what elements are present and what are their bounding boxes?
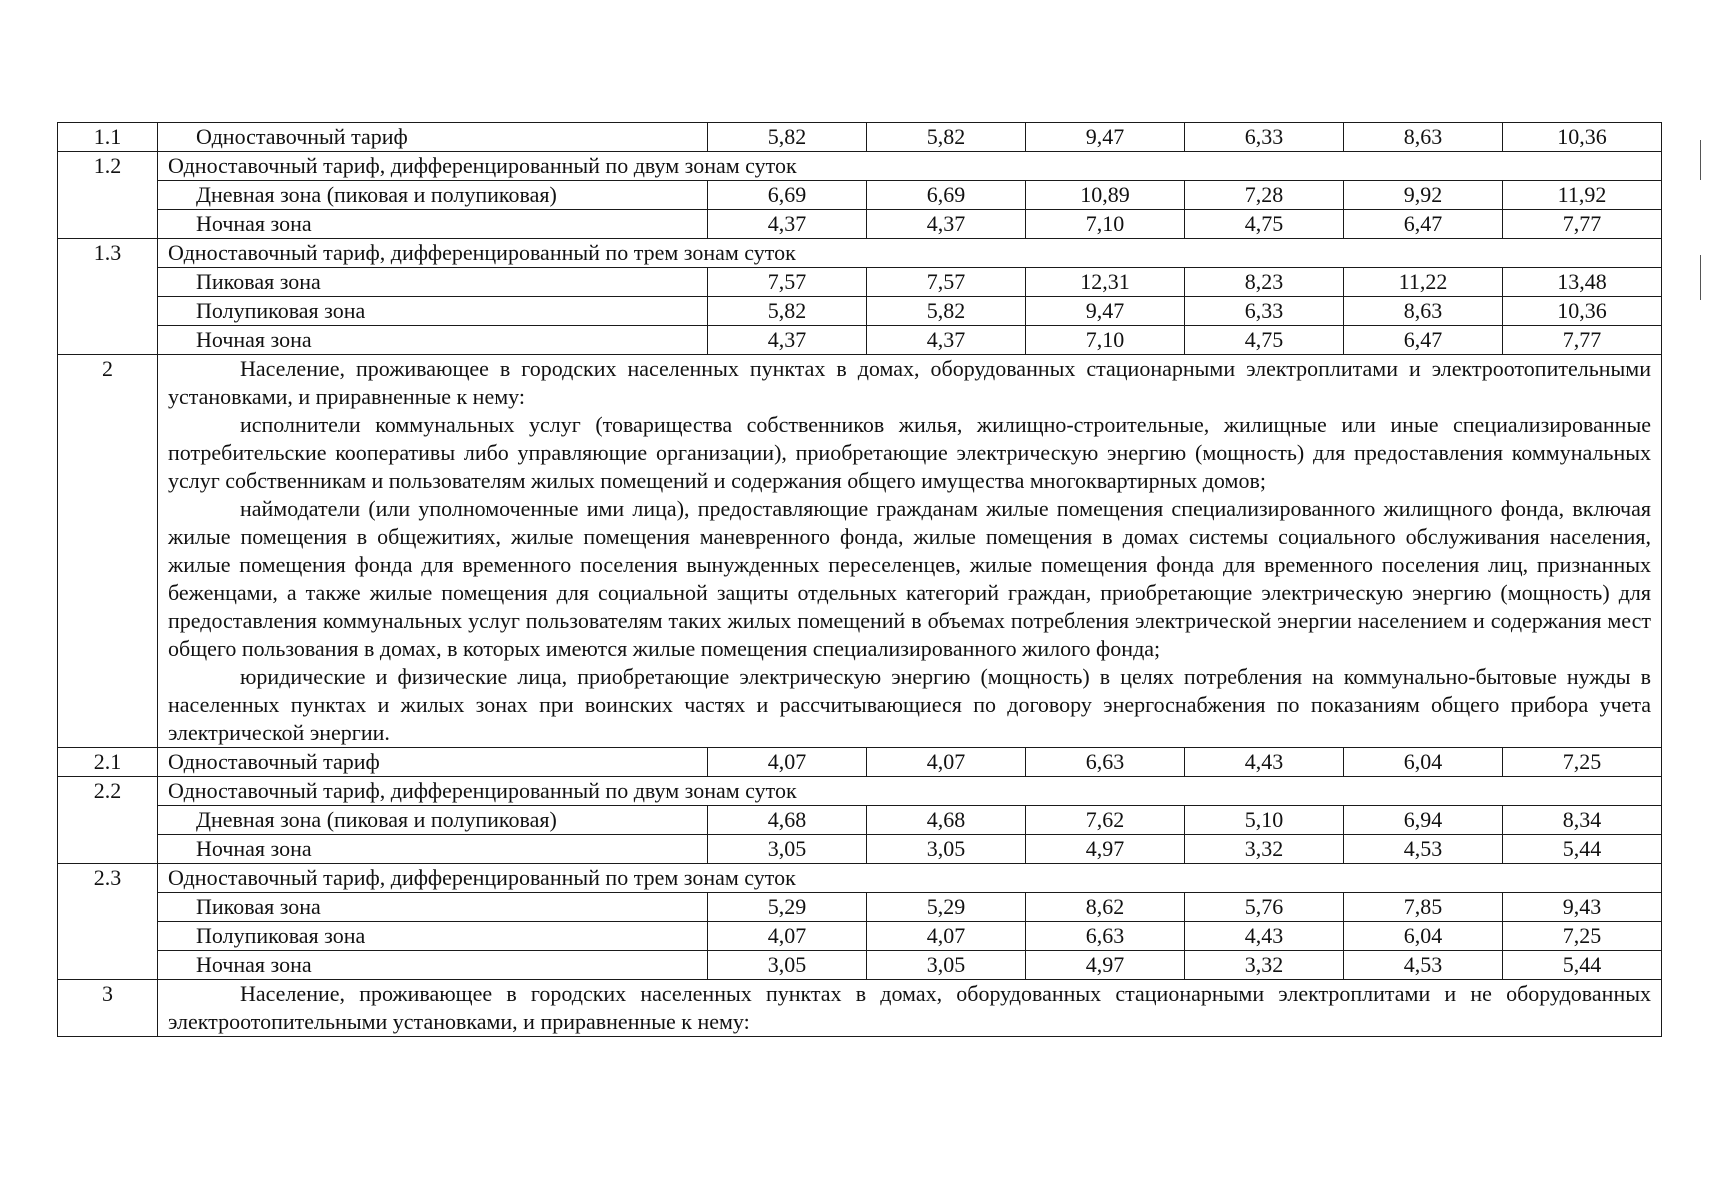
row-label: Полупиковая зона: [158, 922, 708, 951]
table-row: [58, 835, 1662, 864]
tariff-value: 8,62: [1026, 893, 1185, 922]
tariff-value: 5,82: [708, 123, 867, 152]
tariff-value: 5,44: [1503, 951, 1662, 980]
tariff-value: 5,29: [867, 893, 1026, 922]
tariff-value: 9,47: [1026, 297, 1185, 326]
tariff-value: 6,33: [1185, 123, 1344, 152]
tariff-value: 7,77: [1503, 326, 1662, 355]
tariff-value: 6,04: [1344, 748, 1503, 777]
table-row: [58, 951, 1662, 980]
category-description: [158, 355, 1662, 748]
tariff-value: 5,82: [708, 297, 867, 326]
tariff-value: 5,82: [867, 123, 1026, 152]
table-row: [58, 268, 1662, 297]
row-label: Пиковая зона: [158, 268, 708, 297]
table-row: [58, 980, 1662, 1037]
tariff-value: 4,43: [1185, 748, 1344, 777]
row-label: Ночная зона: [158, 326, 708, 355]
tariff-value: 4,37: [708, 210, 867, 239]
tariff-value: 4,75: [1185, 326, 1344, 355]
tariff-value: 8,23: [1185, 268, 1344, 297]
tariff-value: 9,43: [1503, 893, 1662, 922]
tariff-value: 4,37: [708, 326, 867, 355]
tariff-value: 7,25: [1503, 748, 1662, 777]
tariff-value: 5,29: [708, 893, 867, 922]
tariff-value: 6,63: [1026, 748, 1185, 777]
tariff-value: 7,25: [1503, 922, 1662, 951]
row-label: Полупиковая зона: [158, 297, 708, 326]
table-row: [58, 893, 1662, 922]
tariff-value: 8,63: [1344, 123, 1503, 152]
row-label: Пиковая зона: [158, 893, 708, 922]
paragraph: наймодатели (или уполномоченные ими лица), предоставляющие гражданам жилые помещения специализированного жилищного фонда, включая жилые помещения в общежитиях, жилые помещения маневренного фонда, жилые помещения в домах системы социального обслуживания населения, жилые помещения фонда для временного поселения вынужденных переселенцев, жилые помещения фонда для временного поселения лиц, признанных беженцами, а также жилые помещения для социальной защиты отдельных категорий граждан, приобретающие электрическую энергию (мощность) для предоставления коммунальных услуг пользователям таких жилых помещений в объемах потребления электрической энергии населением и содержания мест общего пользования в домах, в которых имеются жилые помещения специализированного жилого фонда;: [168, 496, 1651, 661]
tariff-value: 7,57: [867, 268, 1026, 297]
tariff-value: 4,07: [867, 922, 1026, 951]
tariff-value: 4,07: [708, 748, 867, 777]
tariff-value: 9,47: [1026, 123, 1185, 152]
tariff-value: 7,57: [708, 268, 867, 297]
tariff-value: 11,92: [1503, 181, 1662, 210]
tariff-value: 3,05: [708, 951, 867, 980]
table-row: [58, 123, 1662, 152]
row-number: 1.3: [58, 239, 158, 355]
row-label: Дневная зона (пиковая и полупиковая): [158, 806, 708, 835]
tariff-value: 4,53: [1344, 951, 1503, 980]
tariff-value: 3,05: [708, 835, 867, 864]
tariff-value: 6,04: [1344, 922, 1503, 951]
paragraph: исполнители коммунальных услуг (товарищества собственников жилья, жилищно-строительные, жилищные или иные специализированные потребительские кооперативы либо управляющие организации), приобретающие электрическую энергию (мощность) для предоставления коммунальных услуг собственникам и пользователям жилых помещений и содержания общего имущества многоквартирных домов;: [168, 412, 1651, 493]
row-number: 2: [58, 355, 158, 748]
tariff-value: 6,69: [708, 181, 867, 210]
tariff-value: 6,69: [867, 181, 1026, 210]
tariff-value: 5,10: [1185, 806, 1344, 835]
tariff-value: 4,07: [708, 922, 867, 951]
row-label: Ночная зона: [158, 835, 708, 864]
tariff-value: 7,28: [1185, 181, 1344, 210]
tariff-value: 6,47: [1344, 210, 1503, 239]
tariff-value: 9,92: [1344, 181, 1503, 210]
scan-mark: [1700, 140, 1701, 180]
tariff-value: 4,97: [1026, 951, 1185, 980]
tariff-value: 4,97: [1026, 835, 1185, 864]
table-row: [58, 210, 1662, 239]
paragraph: Население, проживающее в городских населенных пунктах в домах, оборудованных стационарными электроплитами и не оборудованных электроотопительными установками, и приравненные к нему:: [168, 981, 1651, 1034]
scan-mark: [1700, 255, 1701, 300]
tariff-value: 8,34: [1503, 806, 1662, 835]
category-description: [158, 980, 1662, 1037]
tariff-value: 4,43: [1185, 922, 1344, 951]
tariff-value: 3,32: [1185, 951, 1344, 980]
tariff-value: 6,33: [1185, 297, 1344, 326]
tariff-value: 4,75: [1185, 210, 1344, 239]
table-row: [58, 326, 1662, 355]
group-title: Одноставочный тариф, дифференцированный по двум зонам суток: [158, 152, 1662, 181]
tariff-value: 4,37: [867, 210, 1026, 239]
tariff-value: 6,47: [1344, 326, 1503, 355]
table-row: [58, 355, 1662, 748]
tariff-value: 4,68: [867, 806, 1026, 835]
tariff-value: 10,36: [1503, 123, 1662, 152]
table-row: [58, 152, 1662, 181]
tariff-value: 7,85: [1344, 893, 1503, 922]
tariff-value: 5,44: [1503, 835, 1662, 864]
row-number: 3: [58, 980, 158, 1037]
tariff-value: 5,76: [1185, 893, 1344, 922]
row-number: 1.1: [58, 123, 158, 152]
tariff-value: 13,48: [1503, 268, 1662, 297]
table-row: [58, 777, 1662, 806]
group-title: Одноставочный тариф, дифференцированный по трем зонам суток: [158, 239, 1662, 268]
tariff-value: 4,53: [1344, 835, 1503, 864]
row-number: 2.1: [58, 748, 158, 777]
tariff-value: 10,36: [1503, 297, 1662, 326]
group-title: Одноставочный тариф, дифференцированный по двум зонам суток: [158, 777, 1662, 806]
row-number: 2.2: [58, 777, 158, 864]
tariff-value: 7,62: [1026, 806, 1185, 835]
tariff-value: 4,68: [708, 806, 867, 835]
row-number: 2.3: [58, 864, 158, 980]
tariff-value: 7,10: [1026, 326, 1185, 355]
tariff-value: 12,31: [1026, 268, 1185, 297]
tariff-value: 6,63: [1026, 922, 1185, 951]
tariff-value: 8,63: [1344, 297, 1503, 326]
group-title: Одноставочный тариф, дифференцированный по трем зонам суток: [158, 864, 1662, 893]
tariff-value: 10,89: [1026, 181, 1185, 210]
paragraph: Население, проживающее в городских населенных пунктах в домах, оборудованных стационарными электроплитами и электроотопительными установками, и приравненные к нему:: [168, 356, 1651, 409]
tariff-value: 11,22: [1344, 268, 1503, 297]
table-row: [58, 297, 1662, 326]
row-label: Одноставочный тариф: [158, 748, 708, 777]
table-row: [58, 922, 1662, 951]
table-row: [58, 239, 1662, 268]
row-label: Ночная зона: [158, 951, 708, 980]
tariff-value: 7,10: [1026, 210, 1185, 239]
row-label: Ночная зона: [158, 210, 708, 239]
table-row: [58, 748, 1662, 777]
tariff-value: 3,32: [1185, 835, 1344, 864]
paragraph: юридические и физические лица, приобретающие электрическую энергию (мощность) в целях потребления на коммунально-бытовые нужды в населенных пунктах и жилых зонах при воинских частях и рассчитывающиеся по договору энергоснабжения по показаниям общего прибора учета электрической энергии.: [168, 664, 1651, 745]
tariff-table: [57, 122, 1662, 1037]
row-label: Дневная зона (пиковая и полупиковая): [158, 181, 708, 210]
tariff-value: 3,05: [867, 951, 1026, 980]
tariff-value: 3,05: [867, 835, 1026, 864]
tariff-value: 6,94: [1344, 806, 1503, 835]
tariff-value: 4,07: [867, 748, 1026, 777]
tariff-value: 4,37: [867, 326, 1026, 355]
table-row: [58, 181, 1662, 210]
table-row: [58, 806, 1662, 835]
table-row: [58, 864, 1662, 893]
row-label: Одноставочный тариф: [158, 123, 708, 152]
tariff-value: 5,82: [867, 297, 1026, 326]
tariff-value: 7,77: [1503, 210, 1662, 239]
row-number: 1.2: [58, 152, 158, 239]
